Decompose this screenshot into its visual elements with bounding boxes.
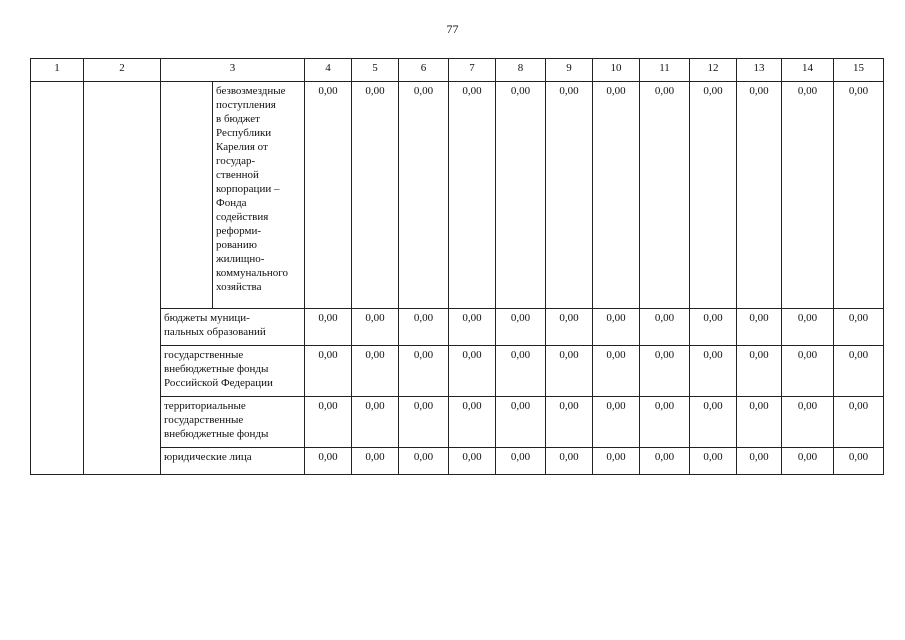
value-cell: 0,00 xyxy=(640,448,690,475)
value-cell: 0,00 xyxy=(352,448,399,475)
header-cell: 7 xyxy=(449,59,496,82)
value-cell: 0,00 xyxy=(640,346,690,397)
label-line: Республики xyxy=(216,127,272,139)
value-cell: 0,00 xyxy=(737,82,782,309)
header-cell: 3 xyxy=(161,59,305,82)
header-cell: 11 xyxy=(640,59,690,82)
header-cell: 1 xyxy=(31,59,84,82)
label-line: бюджеты муници- xyxy=(164,312,250,324)
label-line: внебюджетные фонды xyxy=(164,363,269,375)
value-cell: 0,00 xyxy=(305,346,352,397)
value-cell: 0,00 xyxy=(449,309,496,346)
row-label xyxy=(161,346,305,397)
header-cell: 2 xyxy=(84,59,161,82)
value-cell: 0,00 xyxy=(640,397,690,448)
label-line: государ- xyxy=(216,155,256,167)
value-cell: 0,00 xyxy=(305,82,352,309)
value-cell: 0,00 xyxy=(834,448,884,475)
value-cell: 0,00 xyxy=(640,82,690,309)
value-cell: 0,00 xyxy=(782,82,834,309)
row-label xyxy=(161,397,305,448)
value-cell: 0,00 xyxy=(352,309,399,346)
value-cell: 0,00 xyxy=(305,397,352,448)
label-line: корпорации – xyxy=(216,183,280,195)
value-cell: 0,00 xyxy=(737,309,782,346)
value-cell: 0,00 xyxy=(546,82,593,309)
col1-cell xyxy=(31,82,84,475)
label-line: ственной xyxy=(216,169,259,181)
header-cell: 5 xyxy=(352,59,399,82)
value-cell: 0,00 xyxy=(834,397,884,448)
value-cell: 0,00 xyxy=(399,346,449,397)
value-cell: 0,00 xyxy=(352,346,399,397)
value-cell: 0,00 xyxy=(593,309,640,346)
header-cell: 6 xyxy=(399,59,449,82)
value-cell: 0,00 xyxy=(782,397,834,448)
value-cell: 0,00 xyxy=(690,448,737,475)
header-cell: 14 xyxy=(782,59,834,82)
value-cell: 0,00 xyxy=(546,346,593,397)
header-cell: 4 xyxy=(305,59,352,82)
value-cell: 0,00 xyxy=(399,397,449,448)
value-cell: 0,00 xyxy=(690,309,737,346)
value-cell: 0,00 xyxy=(496,82,546,309)
value-cell: 0,00 xyxy=(305,309,352,346)
value-cell: 0,00 xyxy=(449,346,496,397)
label-line: пальных образований xyxy=(164,326,266,338)
value-cell: 0,00 xyxy=(399,309,449,346)
value-cell: 0,00 xyxy=(737,397,782,448)
label-line: территориальные xyxy=(164,400,246,412)
value-cell: 0,00 xyxy=(690,82,737,309)
row-label xyxy=(161,448,305,475)
value-cell: 0,00 xyxy=(546,397,593,448)
header-cell: 13 xyxy=(737,59,782,82)
header-cell: 15 xyxy=(834,59,884,82)
value-cell: 0,00 xyxy=(496,448,546,475)
label-line: содействия xyxy=(216,211,269,223)
value-cell: 0,00 xyxy=(449,448,496,475)
header-cell: 10 xyxy=(593,59,640,82)
label-line: хозяйства xyxy=(216,281,262,293)
value-cell: 0,00 xyxy=(593,397,640,448)
value-cell: 0,00 xyxy=(782,309,834,346)
label-line: государственные xyxy=(164,349,244,361)
value-cell: 0,00 xyxy=(399,448,449,475)
value-cell: 0,00 xyxy=(399,82,449,309)
value-cell: 0,00 xyxy=(496,309,546,346)
value-cell: 0,00 xyxy=(834,309,884,346)
label-line: государственные xyxy=(164,414,244,426)
value-cell: 0,00 xyxy=(834,346,884,397)
row-label xyxy=(161,309,305,346)
value-cell: 0,00 xyxy=(690,397,737,448)
value-cell: 0,00 xyxy=(782,346,834,397)
value-cell: 0,00 xyxy=(352,82,399,309)
label-line: Фонда xyxy=(216,197,247,209)
value-cell: 0,00 xyxy=(593,82,640,309)
value-cell: 0,00 xyxy=(496,397,546,448)
row-label xyxy=(213,82,305,309)
value-cell: 0,00 xyxy=(737,346,782,397)
value-cell: 0,00 xyxy=(352,397,399,448)
col2-cell xyxy=(84,82,161,475)
label-line: реформи- xyxy=(216,225,261,237)
label-line: безвозмездные xyxy=(216,85,286,97)
value-cell: 0,00 xyxy=(546,309,593,346)
label-line: рованию xyxy=(216,239,257,251)
page-number: 77 xyxy=(446,22,459,36)
value-cell: 0,00 xyxy=(834,82,884,309)
header-row xyxy=(31,59,884,82)
value-cell: 0,00 xyxy=(782,448,834,475)
value-cell: 0,00 xyxy=(449,397,496,448)
value-cell: 0,00 xyxy=(640,309,690,346)
value-cell: 0,00 xyxy=(546,448,593,475)
indent-cell xyxy=(161,82,213,309)
label-line: в бюджет xyxy=(216,113,260,125)
label-line: поступления xyxy=(216,99,276,111)
value-cell: 0,00 xyxy=(737,448,782,475)
value-cell: 0,00 xyxy=(593,448,640,475)
budget-table xyxy=(30,58,884,475)
value-cell: 0,00 xyxy=(690,346,737,397)
value-cell: 0,00 xyxy=(449,82,496,309)
header-cell: 12 xyxy=(690,59,737,82)
table-row xyxy=(31,82,884,309)
label-line: коммунального xyxy=(216,267,288,279)
value-cell: 0,00 xyxy=(496,346,546,397)
label-line: жилищно- xyxy=(216,253,265,265)
header-cell: 9 xyxy=(546,59,593,82)
label-line: юридические лица xyxy=(164,451,252,463)
value-cell: 0,00 xyxy=(593,346,640,397)
label-line: Карелия от xyxy=(216,141,268,153)
label-line: внебюджетные фонды xyxy=(164,428,269,440)
value-cell: 0,00 xyxy=(305,448,352,475)
header-cell: 8 xyxy=(496,59,546,82)
label-line: Российской Федерации xyxy=(164,377,273,389)
